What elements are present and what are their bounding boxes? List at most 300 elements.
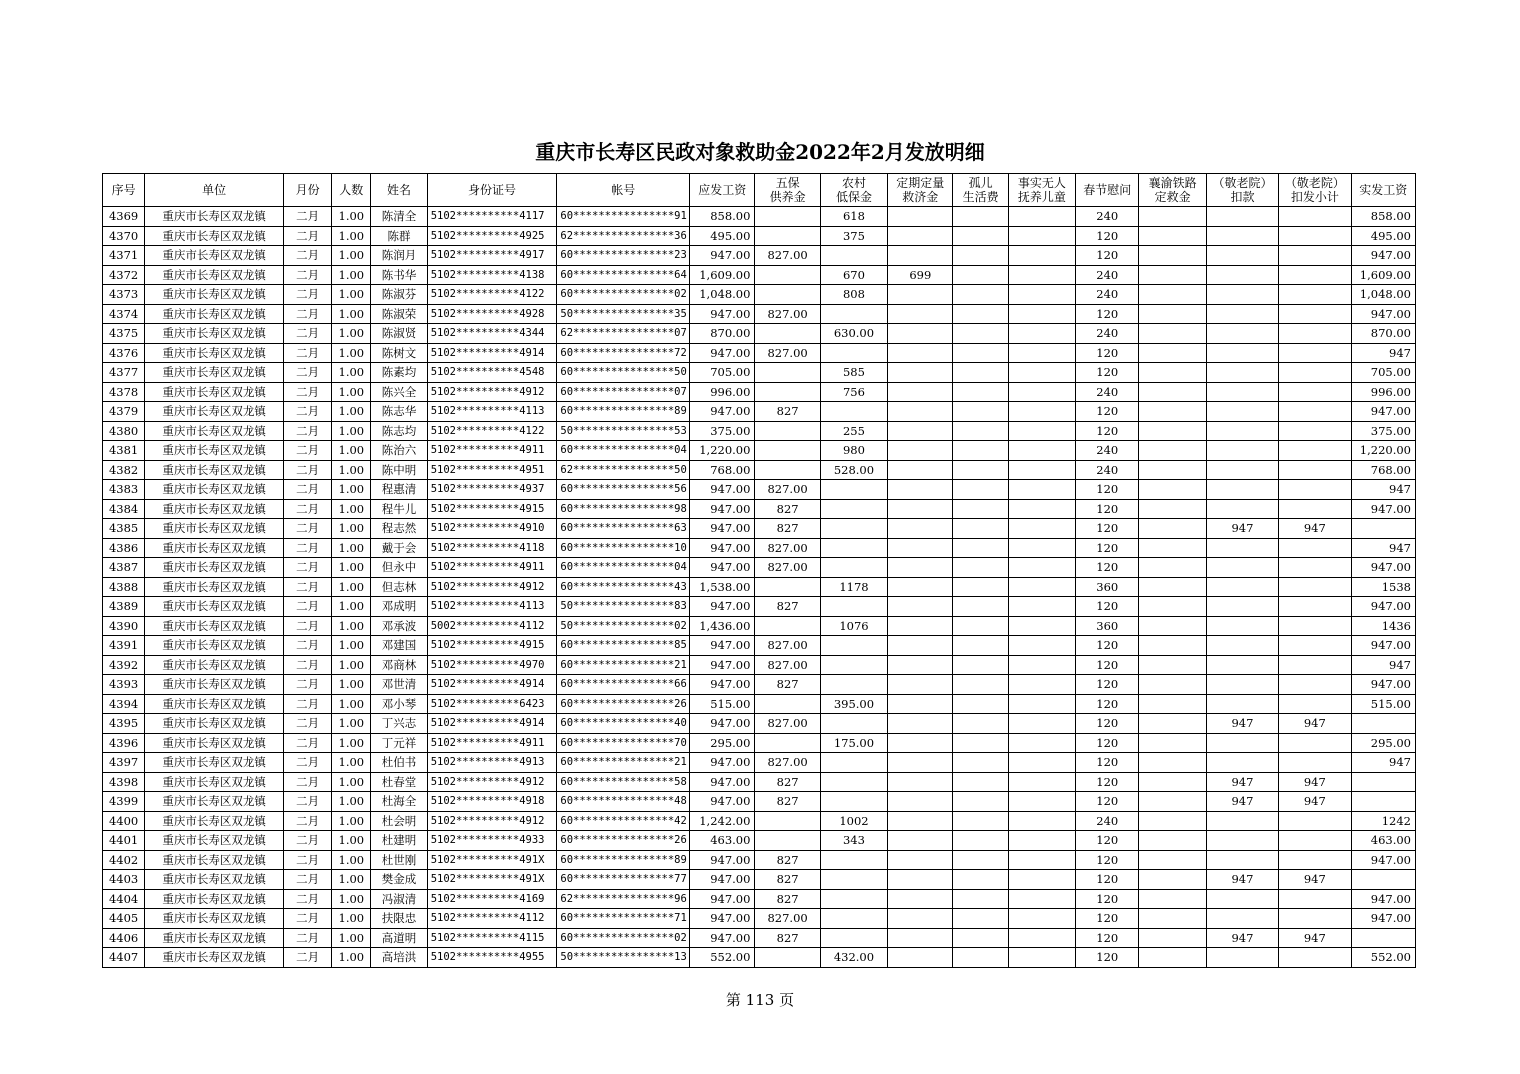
table-cell: 4380 bbox=[103, 421, 145, 441]
table-cell: 4397 bbox=[103, 753, 145, 773]
table-cell: 5102**********4138 bbox=[427, 265, 557, 285]
table-cell: 二月 bbox=[283, 733, 331, 753]
table-cell bbox=[953, 636, 1008, 656]
table-cell: 冯淑清 bbox=[371, 889, 427, 909]
table-cell: 60****************63 bbox=[557, 519, 690, 539]
table-cell: 重庆市长寿区双龙镇 bbox=[145, 382, 284, 402]
table-cell bbox=[820, 870, 887, 890]
table-row bbox=[103, 558, 1416, 578]
table-cell: 120 bbox=[1076, 538, 1139, 558]
table-cell bbox=[953, 246, 1008, 266]
table-cell: 5102**********491X bbox=[427, 870, 557, 890]
table-cell: 陈书华 bbox=[371, 265, 427, 285]
table-cell bbox=[1139, 694, 1206, 714]
table-cell bbox=[1008, 538, 1075, 558]
table-cell bbox=[953, 928, 1008, 948]
table-cell bbox=[820, 519, 887, 539]
column-header: 孤儿 生活费 bbox=[953, 174, 1008, 207]
table-cell bbox=[1139, 558, 1206, 578]
table-cell: 1.00 bbox=[332, 597, 371, 617]
table-cell: 947.00 bbox=[690, 753, 755, 773]
table-cell bbox=[1206, 324, 1278, 344]
table-cell: 4395 bbox=[103, 714, 145, 734]
table-cell: 二月 bbox=[283, 675, 331, 695]
table-cell bbox=[1279, 304, 1351, 324]
table-cell: 60****************40 bbox=[557, 714, 690, 734]
table-cell bbox=[1139, 772, 1206, 792]
table-cell bbox=[1139, 363, 1206, 383]
table-cell: 947.00 bbox=[1351, 499, 1415, 519]
table-cell bbox=[1139, 675, 1206, 695]
table-cell bbox=[953, 733, 1008, 753]
table-cell: 1.00 bbox=[332, 421, 371, 441]
table-row bbox=[103, 850, 1416, 870]
table-cell bbox=[1279, 226, 1351, 246]
table-cell: 947.00 bbox=[690, 889, 755, 909]
table-cell: 二月 bbox=[283, 558, 331, 578]
table-cell bbox=[1008, 519, 1075, 539]
table-cell: 1,048.00 bbox=[1351, 285, 1415, 305]
table-cell: 240 bbox=[1076, 324, 1139, 344]
table-cell: 二月 bbox=[283, 577, 331, 597]
table-cell bbox=[1008, 460, 1075, 480]
table-cell: 5102**********4928 bbox=[427, 304, 557, 324]
table-cell: 二月 bbox=[283, 909, 331, 929]
table-cell: 5102**********4911 bbox=[427, 558, 557, 578]
table-cell bbox=[888, 948, 953, 968]
table-cell bbox=[820, 714, 887, 734]
table-cell: 827.00 bbox=[755, 480, 820, 500]
table-cell: 947 bbox=[1279, 870, 1351, 890]
table-cell bbox=[1206, 285, 1278, 305]
table-row bbox=[103, 324, 1416, 344]
table-cell: 4399 bbox=[103, 792, 145, 812]
table-cell: 5102**********4912 bbox=[427, 811, 557, 831]
table-cell bbox=[1206, 616, 1278, 636]
table-cell: 1.00 bbox=[332, 811, 371, 831]
table-cell bbox=[755, 811, 820, 831]
table-cell: 邓承波 bbox=[371, 616, 427, 636]
table-cell bbox=[1206, 889, 1278, 909]
table-cell: 邓小琴 bbox=[371, 694, 427, 714]
table-cell bbox=[953, 460, 1008, 480]
table-cell: 120 bbox=[1076, 714, 1139, 734]
table-cell: 4378 bbox=[103, 382, 145, 402]
table-cell: 樊金成 bbox=[371, 870, 427, 890]
table-cell bbox=[1206, 441, 1278, 461]
table-cell: 4379 bbox=[103, 402, 145, 422]
table-cell bbox=[1139, 850, 1206, 870]
table-cell: 4402 bbox=[103, 850, 145, 870]
table-cell: 邓成明 bbox=[371, 597, 427, 617]
table-cell: 360 bbox=[1076, 577, 1139, 597]
table-cell: 重庆市长寿区双龙镇 bbox=[145, 558, 284, 578]
table-cell: 4384 bbox=[103, 499, 145, 519]
table-cell bbox=[1008, 675, 1075, 695]
table-cell bbox=[1279, 655, 1351, 675]
table-cell: 重庆市长寿区双龙镇 bbox=[145, 811, 284, 831]
table-cell: 947 bbox=[1351, 343, 1415, 363]
table-cell: 827 bbox=[755, 870, 820, 890]
table-cell: 1.00 bbox=[332, 909, 371, 929]
table-cell: 947 bbox=[1206, 928, 1278, 948]
table-cell: 175.00 bbox=[820, 733, 887, 753]
table-cell: 60****************58 bbox=[557, 772, 690, 792]
table-cell: 陈志均 bbox=[371, 421, 427, 441]
table-cell: 邓建国 bbox=[371, 636, 427, 656]
column-header: 定期定量 救济金 bbox=[888, 174, 953, 207]
table-body bbox=[103, 207, 1416, 968]
table-cell bbox=[1279, 733, 1351, 753]
table-cell: 50****************13 bbox=[557, 948, 690, 968]
table-cell bbox=[755, 382, 820, 402]
table-cell bbox=[755, 226, 820, 246]
table-row bbox=[103, 480, 1416, 500]
table-cell bbox=[1008, 382, 1075, 402]
table-cell bbox=[1139, 577, 1206, 597]
table-cell: 1.00 bbox=[332, 636, 371, 656]
table-cell bbox=[1008, 831, 1075, 851]
table-cell: 1.00 bbox=[332, 889, 371, 909]
table-cell bbox=[1008, 889, 1075, 909]
table-cell: 120 bbox=[1076, 499, 1139, 519]
table-row bbox=[103, 792, 1416, 812]
table-cell bbox=[888, 811, 953, 831]
table-cell bbox=[953, 792, 1008, 812]
table-cell: 5102**********4122 bbox=[427, 285, 557, 305]
table-cell: 50****************53 bbox=[557, 421, 690, 441]
table-cell bbox=[953, 402, 1008, 422]
table-row bbox=[103, 753, 1416, 773]
table-cell: 二月 bbox=[283, 870, 331, 890]
table-cell: 重庆市长寿区双龙镇 bbox=[145, 616, 284, 636]
table-cell: 947 bbox=[1279, 772, 1351, 792]
column-header: 应发工资 bbox=[690, 174, 755, 207]
table-cell bbox=[755, 694, 820, 714]
table-cell bbox=[1008, 304, 1075, 324]
column-header: 襄渝铁路 定救金 bbox=[1139, 174, 1206, 207]
relief-fund-table bbox=[102, 173, 1416, 968]
table-cell bbox=[888, 850, 953, 870]
table-cell: 1.00 bbox=[332, 694, 371, 714]
table-cell bbox=[953, 694, 1008, 714]
table-cell bbox=[888, 402, 953, 422]
table-row bbox=[103, 538, 1416, 558]
table-cell: 4370 bbox=[103, 226, 145, 246]
table-cell bbox=[888, 480, 953, 500]
table-cell bbox=[1139, 948, 1206, 968]
table-cell: 二月 bbox=[283, 363, 331, 383]
table-cell: 1,220.00 bbox=[690, 441, 755, 461]
table-cell: 5102**********4910 bbox=[427, 519, 557, 539]
table-cell: 陈兴全 bbox=[371, 382, 427, 402]
table-cell: 50****************83 bbox=[557, 597, 690, 617]
table-row bbox=[103, 421, 1416, 441]
table-cell: 808 bbox=[820, 285, 887, 305]
table-cell: 947.00 bbox=[690, 499, 755, 519]
table-cell: 重庆市长寿区双龙镇 bbox=[145, 889, 284, 909]
table-cell: 947.00 bbox=[690, 343, 755, 363]
table-cell: 1.00 bbox=[332, 733, 371, 753]
table-cell: 1.00 bbox=[332, 675, 371, 695]
table-cell: 丁兴志 bbox=[371, 714, 427, 734]
table-cell: 4405 bbox=[103, 909, 145, 929]
table-cell: 947.00 bbox=[690, 538, 755, 558]
table-cell bbox=[1139, 928, 1206, 948]
table-cell bbox=[1279, 382, 1351, 402]
table-cell: 120 bbox=[1076, 850, 1139, 870]
table-cell: 二月 bbox=[283, 928, 331, 948]
table-cell bbox=[1279, 811, 1351, 831]
table-cell: 947.00 bbox=[690, 714, 755, 734]
table-cell: 947 bbox=[1206, 870, 1278, 890]
table-cell bbox=[888, 889, 953, 909]
table-cell: 二月 bbox=[283, 499, 331, 519]
table-cell: 699 bbox=[888, 265, 953, 285]
table-cell: 4407 bbox=[103, 948, 145, 968]
table-cell bbox=[953, 753, 1008, 773]
table-cell: 5102**********4937 bbox=[427, 480, 557, 500]
table-cell bbox=[1139, 265, 1206, 285]
table-cell bbox=[953, 441, 1008, 461]
table-cell bbox=[1206, 733, 1278, 753]
table-cell: 947.00 bbox=[690, 519, 755, 539]
table-cell bbox=[1008, 246, 1075, 266]
table-cell bbox=[888, 694, 953, 714]
table-cell: 5102**********491X bbox=[427, 850, 557, 870]
column-header: （敬老院） 扣款 bbox=[1206, 174, 1278, 207]
table-cell bbox=[820, 246, 887, 266]
table-row bbox=[103, 655, 1416, 675]
table-cell bbox=[755, 616, 820, 636]
table-cell bbox=[888, 499, 953, 519]
table-cell: 343 bbox=[820, 831, 887, 851]
table-cell: 二月 bbox=[283, 285, 331, 305]
table-cell: 重庆市长寿区双龙镇 bbox=[145, 675, 284, 695]
table-cell: 4372 bbox=[103, 265, 145, 285]
table-cell: 重庆市长寿区双龙镇 bbox=[145, 538, 284, 558]
table-row bbox=[103, 831, 1416, 851]
table-row bbox=[103, 811, 1416, 831]
table-cell bbox=[888, 519, 953, 539]
table-cell bbox=[953, 285, 1008, 305]
table-cell: 1.00 bbox=[332, 499, 371, 519]
table-cell bbox=[888, 792, 953, 812]
table-cell bbox=[820, 772, 887, 792]
table-cell: 5102**********4113 bbox=[427, 402, 557, 422]
table-cell bbox=[755, 577, 820, 597]
table-cell bbox=[1206, 538, 1278, 558]
column-header: 姓名 bbox=[371, 174, 427, 207]
table-cell bbox=[1279, 538, 1351, 558]
table-cell: 二月 bbox=[283, 655, 331, 675]
table-row bbox=[103, 928, 1416, 948]
table-cell: 邓世清 bbox=[371, 675, 427, 695]
table-cell: 60****************89 bbox=[557, 850, 690, 870]
table-cell: 947 bbox=[1351, 655, 1415, 675]
table-cell bbox=[1206, 246, 1278, 266]
table-cell: 重庆市长寿区双龙镇 bbox=[145, 519, 284, 539]
table-row bbox=[103, 402, 1416, 422]
table-cell bbox=[1206, 207, 1278, 227]
table-cell: 5102**********4951 bbox=[427, 460, 557, 480]
table-cell: 重庆市长寿区双龙镇 bbox=[145, 324, 284, 344]
table-row bbox=[103, 714, 1416, 734]
column-header: 序号 bbox=[103, 174, 145, 207]
table-cell: 120 bbox=[1076, 343, 1139, 363]
table-cell bbox=[1008, 928, 1075, 948]
table-cell bbox=[1206, 499, 1278, 519]
table-cell bbox=[1279, 694, 1351, 714]
table-cell: 重庆市长寿区双龙镇 bbox=[145, 343, 284, 363]
table-cell: 1242 bbox=[1351, 811, 1415, 831]
table-cell bbox=[1351, 519, 1415, 539]
table-cell bbox=[1139, 304, 1206, 324]
table-row bbox=[103, 772, 1416, 792]
table-cell bbox=[820, 480, 887, 500]
table-cell: 947 bbox=[1279, 792, 1351, 812]
table-cell bbox=[1008, 402, 1075, 422]
table-cell: 4369 bbox=[103, 207, 145, 227]
table-cell bbox=[888, 577, 953, 597]
table-cell: 62****************96 bbox=[557, 889, 690, 909]
table-cell: 255 bbox=[820, 421, 887, 441]
table-cell bbox=[820, 538, 887, 558]
table-cell: 二月 bbox=[283, 714, 331, 734]
table-cell bbox=[1008, 363, 1075, 383]
table-cell bbox=[953, 948, 1008, 968]
table-cell: 947 bbox=[1206, 519, 1278, 539]
table-cell bbox=[1139, 792, 1206, 812]
table-cell bbox=[1206, 304, 1278, 324]
table-cell: 1,242.00 bbox=[690, 811, 755, 831]
table-cell: 947 bbox=[1279, 714, 1351, 734]
table-cell: 1.00 bbox=[332, 577, 371, 597]
table-cell: 980 bbox=[820, 441, 887, 461]
table-cell: 戴于会 bbox=[371, 538, 427, 558]
table-cell bbox=[953, 363, 1008, 383]
table-cell: 5102**********4912 bbox=[427, 382, 557, 402]
table-cell bbox=[953, 558, 1008, 578]
table-cell: 重庆市长寿区双龙镇 bbox=[145, 636, 284, 656]
table-cell: 120 bbox=[1076, 889, 1139, 909]
table-row bbox=[103, 246, 1416, 266]
table-cell bbox=[820, 928, 887, 948]
table-cell: 947.00 bbox=[690, 870, 755, 890]
table-cell bbox=[1206, 948, 1278, 968]
table-cell: 463.00 bbox=[690, 831, 755, 851]
table-cell: 重庆市长寿区双龙镇 bbox=[145, 421, 284, 441]
table-cell: 870.00 bbox=[690, 324, 755, 344]
table-cell bbox=[1206, 480, 1278, 500]
table-cell: 1,609.00 bbox=[690, 265, 755, 285]
table-cell: 120 bbox=[1076, 753, 1139, 773]
table-cell bbox=[1206, 382, 1278, 402]
table-cell: 4403 bbox=[103, 870, 145, 890]
table-cell: 827.00 bbox=[755, 753, 820, 773]
table-cell bbox=[755, 831, 820, 851]
table-cell bbox=[1139, 655, 1206, 675]
table-cell bbox=[1139, 909, 1206, 929]
table-cell bbox=[1139, 811, 1206, 831]
table-cell: 陈树文 bbox=[371, 343, 427, 363]
table-cell: 5102**********4914 bbox=[427, 343, 557, 363]
table-cell: 120 bbox=[1076, 402, 1139, 422]
table-cell bbox=[1279, 831, 1351, 851]
table-cell: 扶限忠 bbox=[371, 909, 427, 929]
table-cell: 二月 bbox=[283, 324, 331, 344]
table-cell: 4392 bbox=[103, 655, 145, 675]
table-cell bbox=[755, 460, 820, 480]
table-cell: 陈素均 bbox=[371, 363, 427, 383]
table-cell bbox=[1139, 441, 1206, 461]
column-header: 单位 bbox=[145, 174, 284, 207]
table-cell bbox=[888, 538, 953, 558]
table-cell: 1.00 bbox=[332, 558, 371, 578]
table-cell: 1.00 bbox=[332, 343, 371, 363]
table-cell: 240 bbox=[1076, 285, 1139, 305]
table-cell: 1.00 bbox=[332, 382, 371, 402]
table-cell: 二月 bbox=[283, 441, 331, 461]
table-cell: 947 bbox=[1206, 772, 1278, 792]
table-cell bbox=[888, 226, 953, 246]
table-cell bbox=[1279, 285, 1351, 305]
table-cell: 375 bbox=[820, 226, 887, 246]
table-cell: 60****************21 bbox=[557, 753, 690, 773]
table-cell bbox=[1008, 772, 1075, 792]
table-cell: 1.00 bbox=[332, 480, 371, 500]
table-cell: 1,048.00 bbox=[690, 285, 755, 305]
table-cell bbox=[1351, 714, 1415, 734]
table-cell bbox=[1206, 402, 1278, 422]
table-cell: 120 bbox=[1076, 246, 1139, 266]
table-cell bbox=[820, 909, 887, 929]
column-header: 事实无人 抚养儿童 bbox=[1008, 174, 1075, 207]
table-cell bbox=[1008, 733, 1075, 753]
table-cell bbox=[1008, 792, 1075, 812]
table-cell: 375.00 bbox=[690, 421, 755, 441]
table-cell bbox=[1206, 558, 1278, 578]
table-cell bbox=[1008, 909, 1075, 929]
table-cell: 705.00 bbox=[690, 363, 755, 383]
table-cell bbox=[888, 207, 953, 227]
table-cell: 50****************35 bbox=[557, 304, 690, 324]
table-cell bbox=[888, 304, 953, 324]
table-cell: 二月 bbox=[283, 480, 331, 500]
table-cell: 1.00 bbox=[332, 870, 371, 890]
table-cell: 4375 bbox=[103, 324, 145, 344]
table-cell: 947 bbox=[1279, 519, 1351, 539]
table-cell bbox=[1206, 850, 1278, 870]
table-cell bbox=[953, 577, 1008, 597]
table-cell bbox=[1008, 811, 1075, 831]
table-cell: 4376 bbox=[103, 343, 145, 363]
table-cell: 947 bbox=[1206, 792, 1278, 812]
table-cell: 60****************10 bbox=[557, 538, 690, 558]
table-cell bbox=[1206, 811, 1278, 831]
table-cell bbox=[1008, 714, 1075, 734]
table-cell: 120 bbox=[1076, 675, 1139, 695]
table-cell bbox=[1008, 226, 1075, 246]
table-cell: 120 bbox=[1076, 421, 1139, 441]
table-cell: 947.00 bbox=[1351, 402, 1415, 422]
table-cell: 947.00 bbox=[690, 792, 755, 812]
table-cell: 5102**********4915 bbox=[427, 636, 557, 656]
table-cell: 947.00 bbox=[690, 402, 755, 422]
table-cell: 858.00 bbox=[690, 207, 755, 227]
table-row bbox=[103, 265, 1416, 285]
table-cell: 4388 bbox=[103, 577, 145, 597]
